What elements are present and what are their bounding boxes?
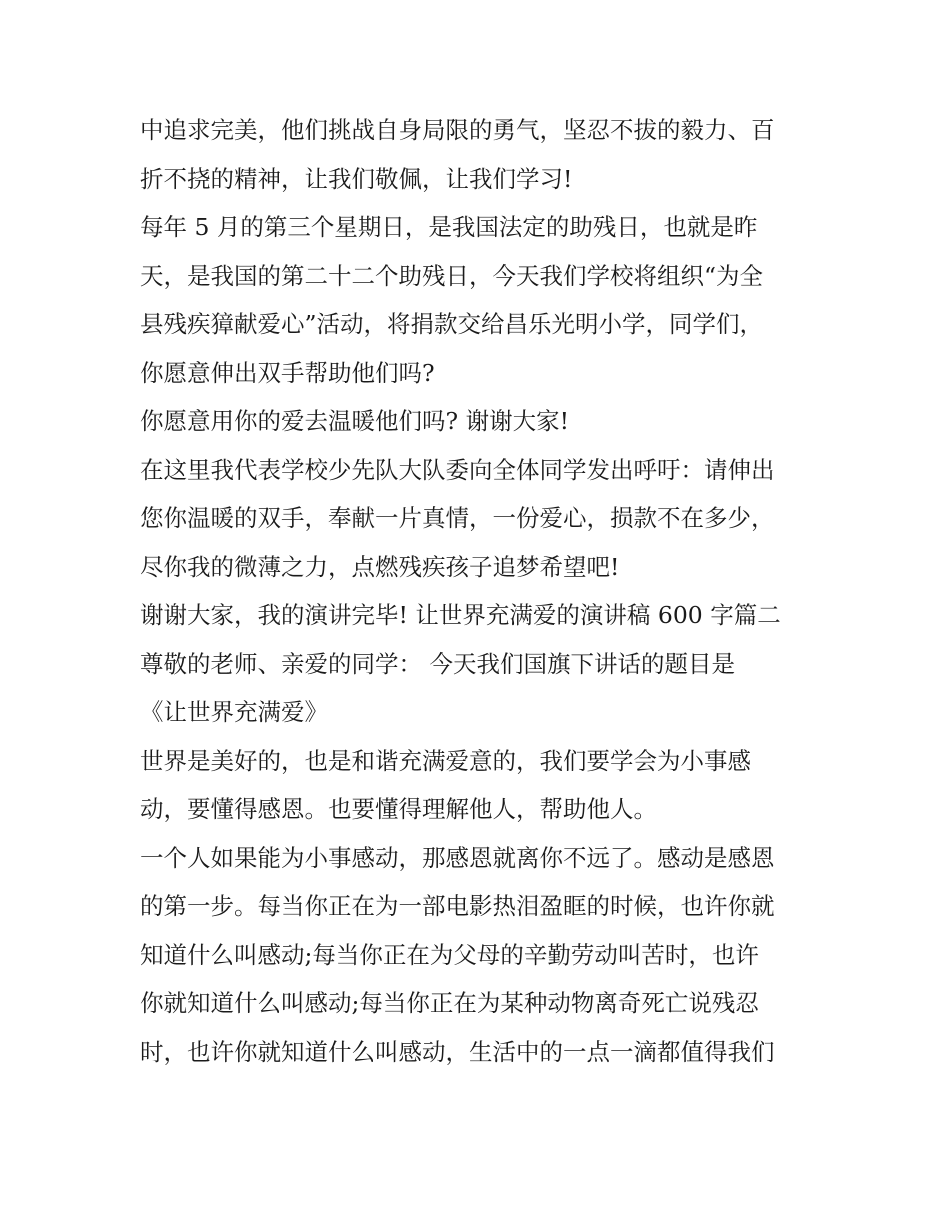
text-line: 天，是我国的第二十二个助残日，今天我们学校将组织“为全: [140, 261, 764, 290]
text-line: 每年 5 月的第三个星期日，是我国法定的助残日，也就是昨: [140, 213, 758, 241]
text-line: 知道什么叫感动;每当你正在为父母的辛勤劳动叫苦时，也许: [140, 940, 759, 969]
text-line: 县残疾獐献爱心”活动，将捐款交给昌乐光明小学，同学们，: [140, 310, 764, 338]
body-text: [140, 106, 830, 1076]
text-line: 折不挠的精神，让我们敬佩，让我们学习!: [140, 164, 573, 193]
text-line: 动，要懂得感恩。也要懂得理解他人，帮助他人。: [140, 795, 657, 823]
text-line: 谢谢大家，我的演讲完毕! 让世界充满爱的演讲稿 600 字篇二: [140, 601, 781, 629]
text-line: 尽你我的微薄之力，点燃残疾孩子追梦希望吧!: [140, 552, 620, 581]
text-line: 尊敬的老师、亲爱的同学： 今天我们国旗下讲话的题目是: [140, 649, 735, 678]
text-line: 中追求完美，他们挑战自身局限的勇气，坚忍不拔的毅力、百: [140, 116, 775, 144]
text-line: 你愿意用你的爱去温暖他们吗? 谢谢大家!: [140, 407, 570, 435]
text-line: 的第一步。每当你正在为一部电影热泪盈眶的时候，也许你就: [140, 892, 775, 920]
text-line: 《让世界充满爱》: [140, 698, 328, 726]
text-line: 一个人如果能为小事感动，那感恩就离你不远了。感动是感恩: [140, 843, 775, 872]
text-line: 在这里我代表学校少先队大队委向全体同学发出呼吁：请伸出: [140, 455, 775, 484]
text-line: 你就知道什么叫感动;每当你正在为某种动物离奇死亡说残忍: [140, 989, 759, 1017]
text-line: 世界是美好的，也是和谐充满爱意的，我们要学会为小事感: [140, 746, 751, 775]
text-line: 你愿意伸出双手帮助他们吗?: [140, 358, 435, 387]
text-line: 您你温暖的双手，奉献一片真情，一份爱心，损款不在多少，: [140, 504, 775, 532]
text-line: 时，也许你就知道什么叫感动，生活中的一点一滴都值得我们: [140, 1037, 775, 1066]
